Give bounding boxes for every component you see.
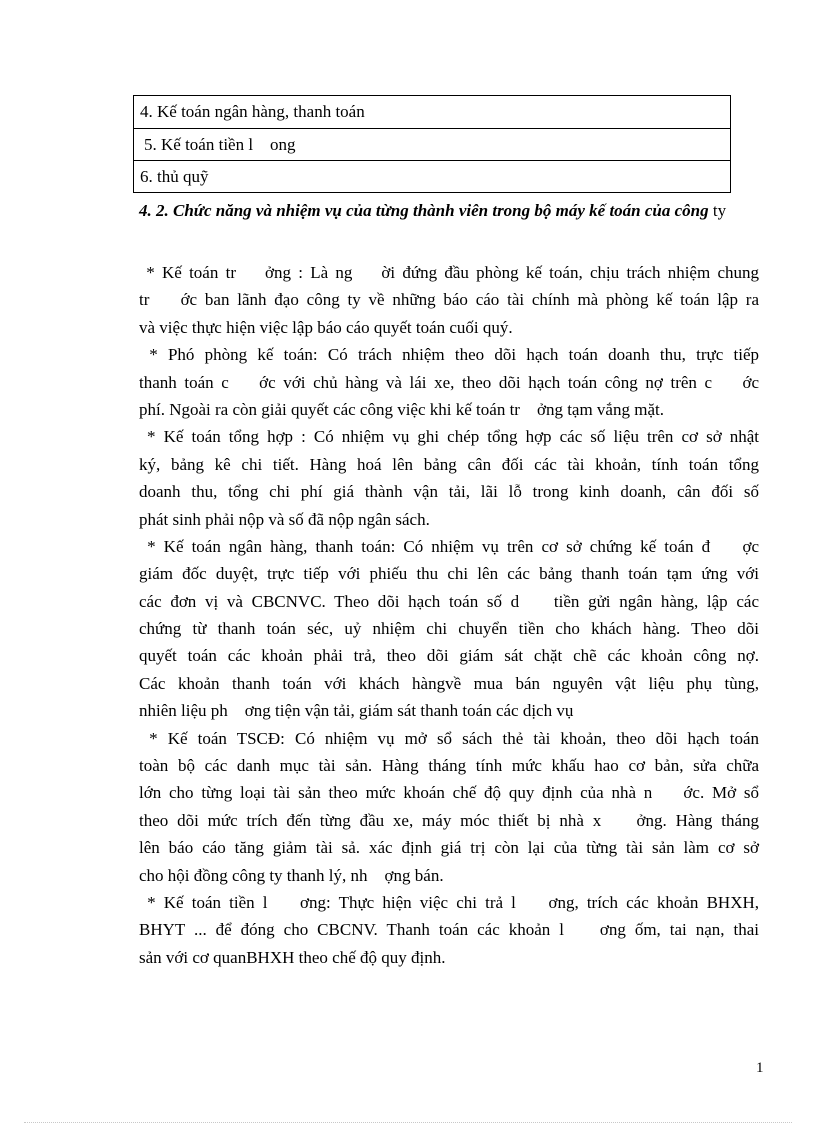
text-line: và việc thực hiện việc lập báo cáo quyết toán cuối quý. bbox=[139, 317, 513, 337]
text-line: Các khoản thanh toán với khách hàngvề mua bán nguyên vật liệu phụ tùng, bbox=[139, 673, 759, 693]
text-line: tr ớc ban lãnh đạo công ty về những báo cáo tài chính mà phòng kế toán lập ra bbox=[139, 290, 759, 310]
text-line: thanh toán c ớc với chủ hàng và lái xe, theo dõi hạch toán công nợ trên c ớc bbox=[139, 372, 759, 392]
text-line: chứng từ thanh toán séc, uỷ nhiệm chi chuyển tiền cho khách hàng. Theo dõi bbox=[139, 619, 759, 639]
table-row: 5. Kế toán tiền l ong bbox=[134, 128, 730, 160]
staff-table bbox=[133, 95, 731, 193]
text-line: lớn cho từng loại tài sản theo mức khoán chế độ quy định của nhà n ớc. Mở sổ bbox=[139, 783, 759, 803]
section-heading bbox=[139, 196, 759, 225]
body-text bbox=[139, 259, 759, 971]
text-line: giám đốc duyệt, trực tiếp với phiếu thu chi lên các bảng thanh toán tạm ứng với bbox=[139, 564, 759, 584]
text-line: sản với cơ quanBHXH theo chế độ quy định. bbox=[139, 947, 446, 967]
text-line: ký, bảng kê chi tiết. Hàng hoá lên bảng cân đối các tài khoản, tính toán tổng bbox=[139, 454, 759, 474]
text-line: * Kế toán tổng hợp : Có nhiệm vụ ghi chép tổng hợp các số liệu trên cơ sở nhật bbox=[139, 427, 759, 447]
text-line: cho hội đồng công ty thanh lý, nh ợng bán. bbox=[139, 865, 444, 885]
section-heading-tail: ty bbox=[708, 201, 727, 220]
text-line: * Phó phòng kế toán: Có trách nhiệm theo dõi hạch toán doanh thu, trực tiếp bbox=[139, 345, 759, 365]
text-line: nhiên liệu ph ơng tiện vận tải, giám sát thanh toán các dịch vụ bbox=[139, 701, 574, 721]
text-line: lên báo cáo tăng giảm tài sả. xác định giá trị còn lại của từng tài sản làm cơ sở bbox=[139, 838, 759, 858]
text-line: các đơn vị và CBCNVC. Theo dõi hạch toán số d tiền gửi ngân hàng, lập các bbox=[139, 591, 759, 611]
text-line: phát sinh phải nộp và số đã nộp ngân sách. bbox=[139, 509, 430, 529]
text-line: * Kế toán TSCĐ: Có nhiệm vụ mở sổ sách thẻ tài khoản, theo dõi hạch toán bbox=[139, 728, 759, 748]
text-line: * Kế toán tr ởng : Là ng ời đứng đầu phòng kế toán, chịu trách nhiệm chung bbox=[139, 263, 759, 282]
text-line: doanh thu, tổng chi phí giá thành vận tải, lãi lỗ trong kinh doanh, cân đối số bbox=[139, 482, 759, 502]
section-heading-title: 4. 2. Chức năng và nhiệm vụ của từng thành viên trong bộ máy kế toán của công bbox=[139, 201, 709, 220]
table-row: 6. thủ quỹ bbox=[134, 160, 730, 192]
text-line: BHYT ... để đóng cho CBCNV. Thanh toán các khoản l ơng ốm, tai nạn, thai bbox=[139, 920, 759, 940]
text-line: * Kế toán tiền l ơng: Thực hiện việc chi trả l ơng, trích các khoản BHXH, bbox=[139, 892, 759, 912]
text-line: theo dõi mức trích đến từng đầu xe, máy móc thiết bị nhà x ởng. Hàng tháng bbox=[139, 810, 759, 830]
text-line: phí. Ngoài ra còn giải quyết các công việc khi kế toán tr ởng tạm vắng mặt. bbox=[139, 399, 664, 419]
page-number: 1 bbox=[756, 1060, 764, 1076]
text-line: toàn bộ các danh mục tài sản. Hàng tháng tính mức khấu hao cơ bản, sửa chữa bbox=[139, 756, 759, 776]
table-row: 4. Kế toán ngân hàng, thanh toán bbox=[140, 102, 365, 121]
text-line: quyết toán các khoản phải trả, theo dõi giám sát chặt chẽ các khoản công nợ. bbox=[139, 646, 759, 666]
text-line: * Kế toán ngân hàng, thanh toán: Có nhiệm vụ trên cơ sở chứng kế toán đ ợc bbox=[139, 536, 759, 556]
